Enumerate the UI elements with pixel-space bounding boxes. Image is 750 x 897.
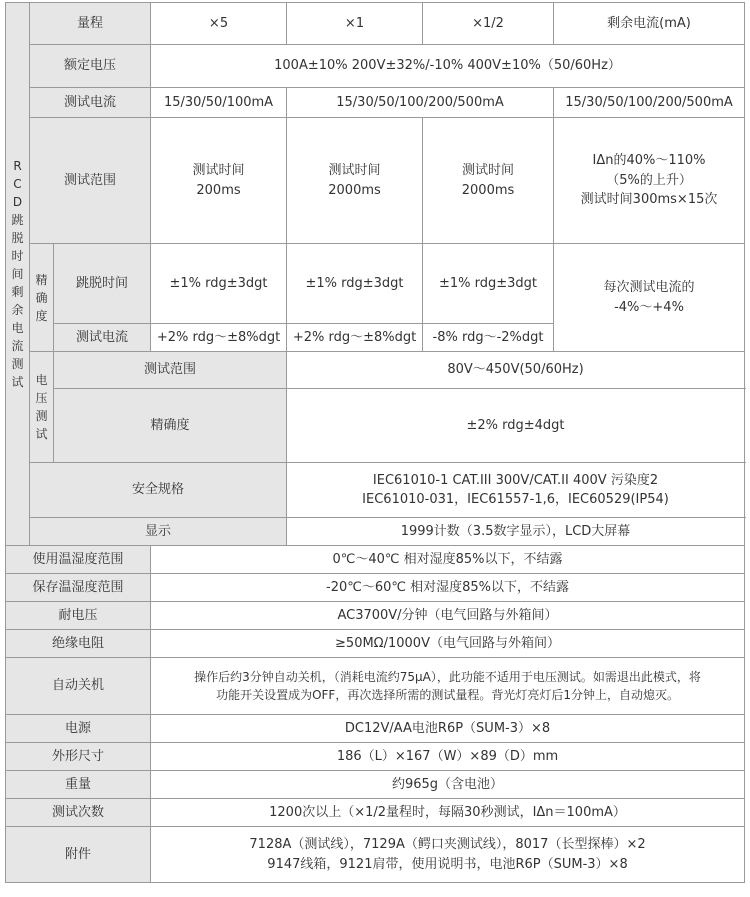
test-current-x1-half: 15/30/50/100/200/500mA — [287, 88, 554, 118]
op-temp-row — [6, 546, 745, 574]
voltage-group-label — [30, 352, 54, 463]
voltage-label-char: 试 — [35, 427, 48, 441]
rcd-label-char: 时 — [11, 249, 24, 263]
insulation-value: ≥50MΩ/1000V（电气回路与外箱间） — [151, 630, 745, 658]
col-residual: 剩余电流(mA) — [554, 3, 745, 45]
test-current-row — [6, 88, 745, 118]
accuracy-label-char: 度 — [35, 308, 48, 323]
test-current-residual: 15/30/50/100/200/500mA — [554, 88, 745, 118]
rcd-range-row — [6, 3, 745, 45]
test-time-x1 — [287, 118, 423, 244]
withstand-value: AC3700V/分钟（电气回路与外箱间） — [151, 602, 745, 630]
test-time-label: 测试时间 — [328, 163, 381, 178]
power-row — [6, 715, 745, 743]
range-header: 量程 — [30, 3, 151, 45]
safety-line: IEC61010-031，IEC61557-1,6，IEC60529(IP54) — [362, 492, 669, 507]
residual-range-line: IΔn的40%～110% — [592, 153, 706, 169]
accuracy-group-label — [30, 244, 54, 352]
weight-label: 重量 — [6, 771, 151, 799]
residual-range-line: （5%的上升） — [606, 172, 692, 188]
insulation-row — [6, 630, 745, 658]
display-label: 显示 — [30, 518, 287, 546]
test-range-label: 测试范围 — [30, 118, 151, 244]
voltage-accuracy-row — [6, 389, 745, 463]
acc-current-x5: +2% rdg～±8%dgt — [151, 324, 287, 352]
residual-accuracy-line: 每次测试电流的 — [603, 280, 695, 295]
residual-range — [554, 118, 745, 244]
insulation-label: 绝缘电阻 — [6, 630, 151, 658]
spec-table — [5, 2, 745, 883]
power-value: DC12V/AA电池R6P（SUM-3）×8 — [151, 715, 745, 743]
autooff-value — [151, 658, 745, 715]
test-current-label: 测试电流 — [30, 88, 151, 118]
tests-value: 1200次以上（×1/2量程时，每隔30秒测试，IΔn＝100mA） — [151, 799, 745, 827]
residual-accuracy — [554, 244, 745, 352]
power-label: 电源 — [6, 715, 151, 743]
op-temp-label: 使用温湿度范围 — [6, 546, 151, 574]
rcd-label-char: 间 — [11, 267, 24, 281]
trip-x1: ±1% rdg±3dgt — [287, 244, 423, 324]
voltage-range-row — [6, 352, 745, 389]
autooff-row — [6, 658, 745, 715]
rcd-label-char: D — [12, 195, 23, 209]
rcd-label-char: 流 — [11, 339, 24, 353]
st-temp-label: 保存温湿度范围 — [6, 574, 151, 602]
st-temp-value: -20℃～60℃ 相对湿度85%以下，不结露 — [151, 574, 745, 602]
col-x5: ×5 — [151, 3, 287, 45]
voltage-accuracy-value: ±2% rdg±4dgt — [287, 389, 745, 463]
accuracy-label-char: 精 — [35, 272, 48, 287]
autooff-label: 自动关机 — [6, 658, 151, 715]
trip-time-row — [6, 244, 745, 324]
rcd-label-char: 剩 — [11, 285, 24, 299]
autooff-line: 功能开关设置成为OFF，再次选择所需的测试量程。背光灯亮灯后1分钟上，自动熄灭。 — [216, 688, 679, 702]
rcd-label-char: 脱 — [11, 231, 24, 245]
rated-voltage-value: 100A±10% 200V±32%/-10% 400V±10%（50/60Hz） — [151, 45, 745, 88]
test-time-value: 2000ms — [328, 182, 381, 198]
voltage-label-char: 压 — [35, 391, 48, 405]
display-value: 1999计数（3.5数字显示），LCD大屏幕 — [287, 518, 745, 546]
accessories-label: 附件 — [6, 827, 151, 883]
col-x-half: ×1/2 — [423, 3, 554, 45]
trip-time-label: 跳脱时间 — [54, 244, 151, 324]
test-time-label: 测试时间 — [462, 163, 515, 178]
voltage-range-label: 测试范围 — [54, 352, 287, 389]
accuracy-label-char: 确 — [35, 290, 48, 305]
autooff-line: 操作后约3分钟自动关机，（消耗电流约75μA），此功能不适用于电压测试。如需退出此模式，将 — [194, 670, 701, 684]
trip-x5: ±1% rdg±3dgt — [151, 244, 287, 324]
voltage-accuracy-label: 精确度 — [54, 389, 287, 463]
size-row — [6, 743, 745, 771]
test-range-row — [6, 118, 745, 244]
rcd-label-char: 余 — [11, 303, 24, 317]
voltage-label-char: 电 — [35, 373, 48, 387]
size-label: 外形尺寸 — [6, 743, 151, 771]
test-time-label: 测试时间 — [192, 163, 245, 178]
tests-label: 测试次数 — [6, 799, 151, 827]
withstand-label: 耐电压 — [6, 602, 151, 630]
test-time-x5 — [151, 118, 287, 244]
accessories-line: 7128A（测试线），7129A（鳄口夹测试线），8017（长型探棒）×2 — [249, 837, 646, 852]
safety-line: IEC61010-1 CAT.III 300V/CAT.II 400V 污染度2 — [372, 472, 659, 488]
rcd-group-label — [6, 3, 30, 546]
weight-row — [6, 771, 745, 799]
rcd-label-char: C — [13, 177, 22, 191]
rcd-label-char: 试 — [11, 375, 24, 389]
rated-voltage-label: 额定电压 — [30, 45, 151, 88]
display-row — [6, 518, 745, 546]
voltage-range-value: 80V～450V(50/60Hz) — [287, 352, 745, 389]
residual-range-line: 测试时间300ms×15次 — [580, 192, 718, 208]
rcd-label-char: 电 — [11, 321, 24, 335]
rcd-label-char: R — [13, 159, 22, 173]
withstand-row — [6, 602, 745, 630]
rcd-label-char: 测 — [11, 357, 24, 371]
acc-current-label: 测试电流 — [54, 324, 151, 352]
size-value: 186（L）×167（W）×89（D）mm — [151, 743, 745, 771]
acc-current-half: -8% rdg～-2%dgt — [423, 324, 554, 352]
accessories-value — [151, 827, 745, 883]
weight-value: 约965g（含电池） — [151, 771, 745, 799]
test-current-x5: 15/30/50/100mA — [151, 88, 287, 118]
accessories-row — [6, 827, 745, 883]
safety-value — [287, 463, 745, 518]
test-time-value: 200ms — [196, 182, 241, 198]
accessories-line: 9147线箱，9121肩带，使用说明书，电池R6P（SUM-3）×8 — [267, 856, 628, 872]
st-temp-row — [6, 574, 745, 602]
tests-row — [6, 799, 745, 827]
trip-half: ±1% rdg±3dgt — [423, 244, 554, 324]
op-temp-value: 0℃～40℃ 相对湿度85%以下，不结露 — [151, 546, 745, 574]
residual-accuracy-line: -4%～+4% — [614, 299, 684, 315]
col-x1: ×1 — [287, 3, 423, 45]
voltage-label-char: 测 — [35, 409, 48, 423]
safety-row — [6, 463, 745, 518]
test-time-half — [423, 118, 554, 244]
acc-current-x1: +2% rdg～±8%dgt — [287, 324, 423, 352]
safety-label: 安全规格 — [30, 463, 287, 518]
rcd-label-char: 跳 — [11, 213, 24, 227]
test-time-value: 2000ms — [461, 182, 515, 198]
rated-voltage-row — [6, 45, 745, 88]
